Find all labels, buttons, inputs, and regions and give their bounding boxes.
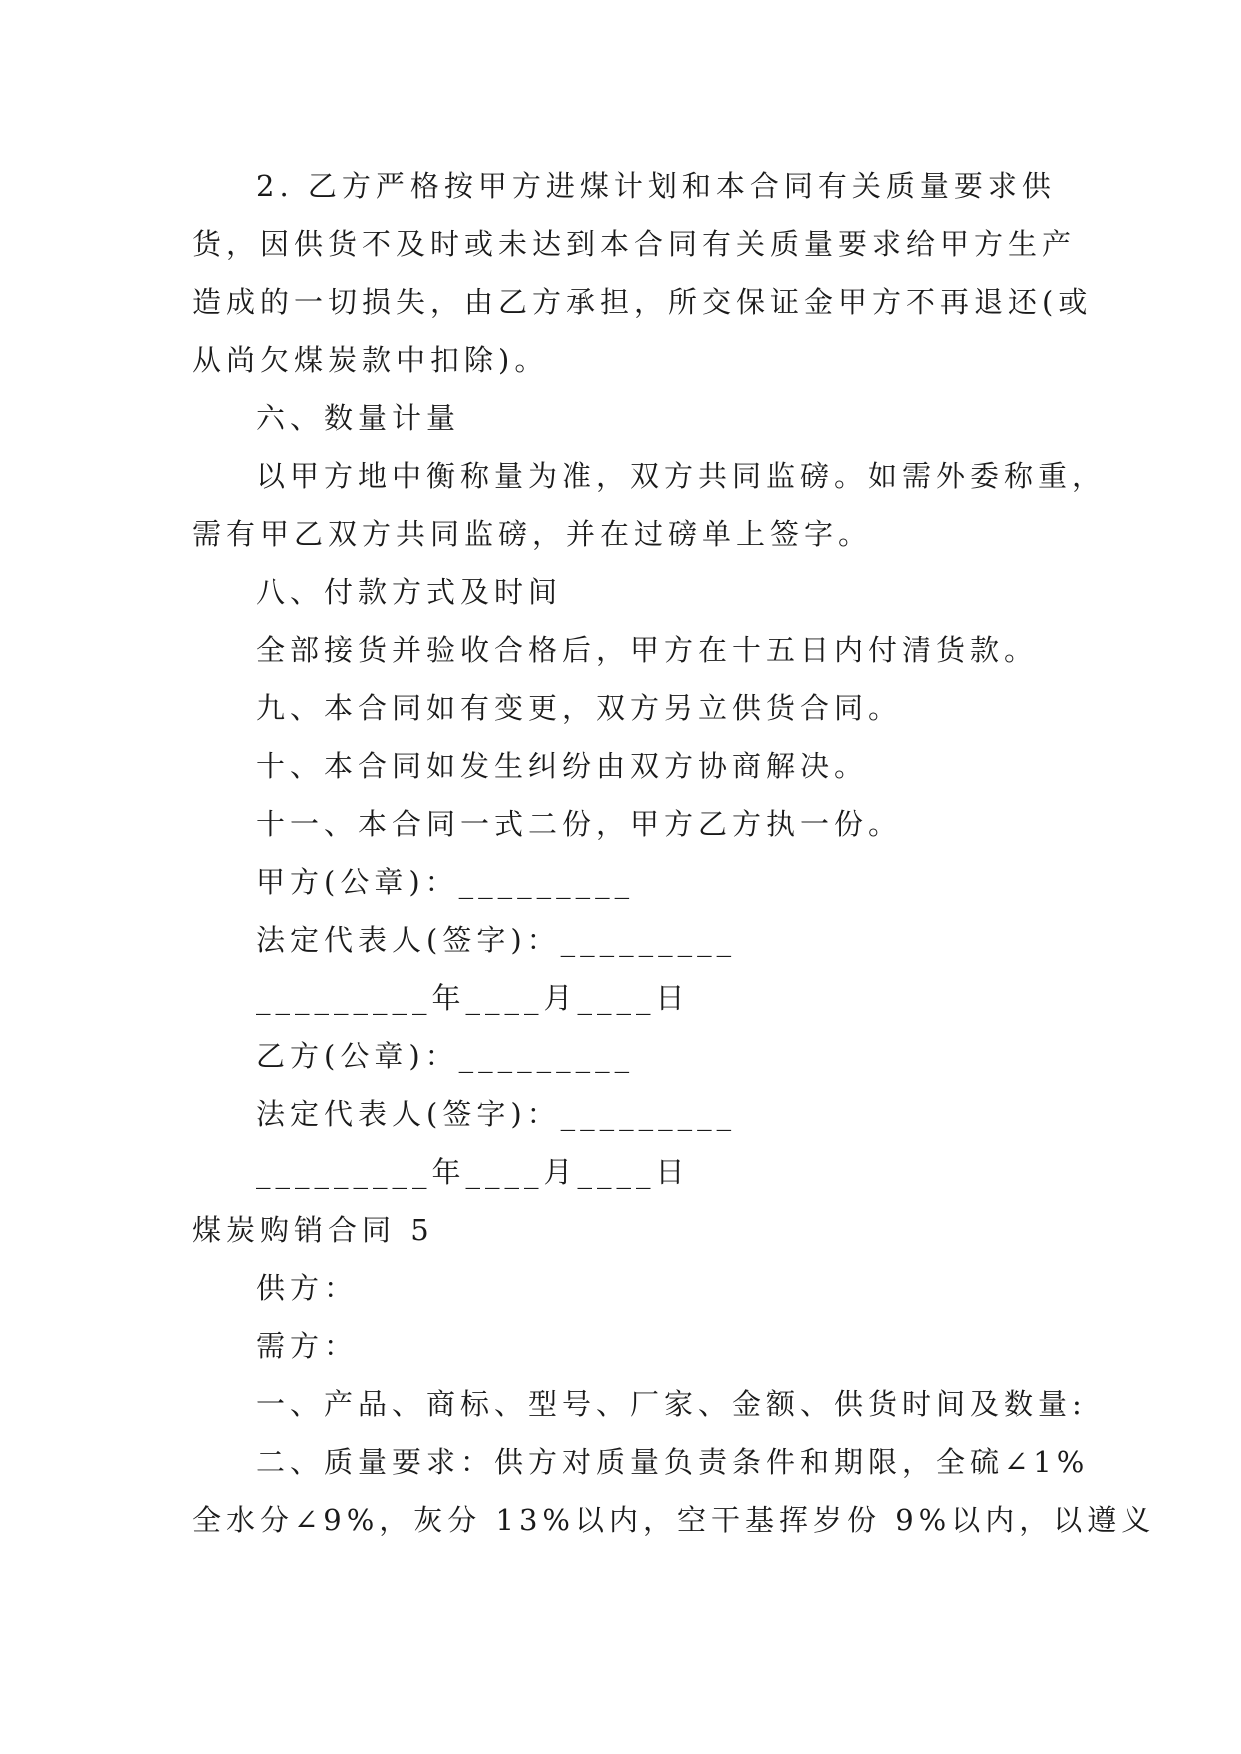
- section-heading: 八、付款方式及时间: [256, 575, 563, 609]
- paragraph-line: 全水分∠9%，灰分 13%以内，空干基挥岁份 9%以内，以遵义: [192, 1503, 1156, 1537]
- clause-line: 十一、本合同一式二份，甲方乙方执一份。: [256, 807, 903, 841]
- party-a-representative-line: 法定代表人(签字)：_________: [256, 923, 737, 957]
- party-b-date-line: _________年____月____日: [256, 1155, 690, 1189]
- clause-line: 十、本合同如发生纠纷由双方协商解决。: [256, 749, 869, 783]
- section-heading: 一、产品、商标、型号、厂家、金额、供货时间及数量:: [256, 1387, 1087, 1421]
- supplier-line: 供方：: [256, 1271, 359, 1305]
- paragraph-line: 全部接货并验收合格后，甲方在十五日内付清货款。: [256, 633, 1039, 667]
- paragraph-line: 从尚欠煤炭款中扣除)。: [192, 343, 549, 377]
- party-b-representative-line: 法定代表人(签字)：_________: [256, 1097, 737, 1131]
- paragraph-line: 货，因供货不及时或未达到本合同有关质量要求给甲方生产: [192, 227, 1077, 261]
- party-a-seal-line: 甲方(公章)：_________: [256, 865, 635, 899]
- party-b-seal-line: 乙方(公章)：_________: [256, 1039, 635, 1073]
- paragraph-line: 二、质量要求：供方对质量负责条件和期限，全硫∠1%: [256, 1445, 1090, 1479]
- contract-title: 煤炭购销合同 5: [192, 1213, 434, 1247]
- paragraph-line: 造成的一切损失，由乙方承担，所交保证金甲方不再退还(或: [192, 285, 1093, 319]
- clause-line: 九、本合同如有变更，双方另立供货合同。: [256, 691, 903, 725]
- party-a-date-line: _________年____月____日: [256, 981, 690, 1015]
- section-heading: 六、数量计量: [256, 401, 461, 435]
- paragraph-line: 以甲方地中衡称量为准，双方共同监磅。如需外委称重，: [256, 459, 1107, 493]
- paragraph-line: 需有甲乙双方共同监磅，并在过磅单上签字。: [192, 517, 873, 551]
- buyer-line: 需方：: [256, 1329, 359, 1363]
- paragraph-line: 2. 乙方严格按甲方进煤计划和本合同有关质量要求供: [256, 169, 1056, 203]
